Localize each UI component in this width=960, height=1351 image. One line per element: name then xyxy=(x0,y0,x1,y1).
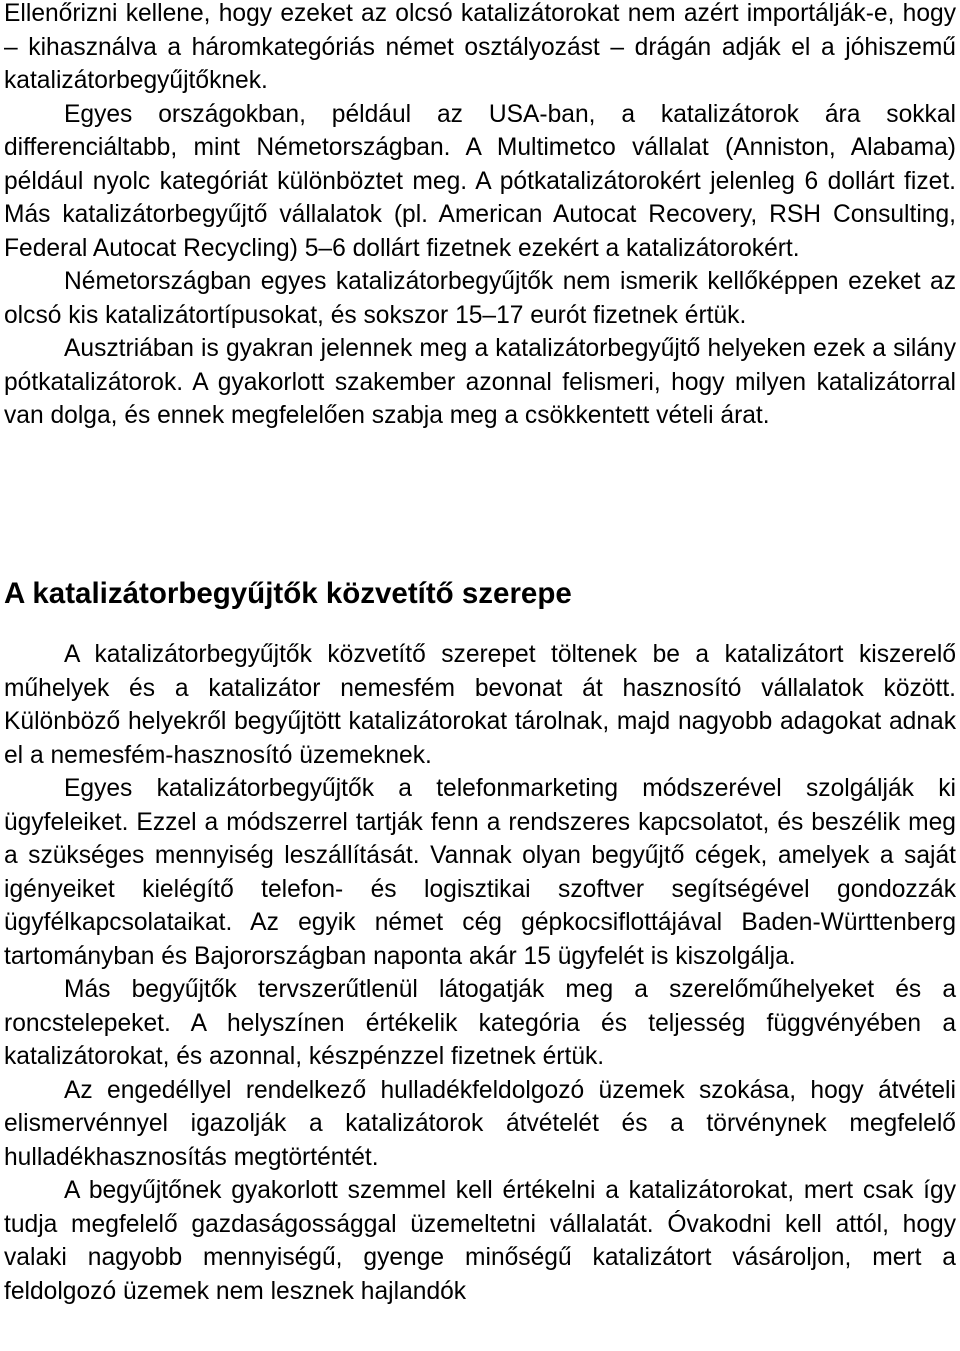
paragraph: Egyes országokban, például az USA-ban, a katalizátorok ára sokkal differenciáltabb, mint Németországban. A Multimetco vállalat (Anniston, Alabama) például nyolc kategóriát különböztet meg. A pótkatalizátorokért jelenleg 6 dollárt fizet. Más katalizátorbegyűjtő vállalatok (pl. American Autocat Recovery, RSH Consulting, Federal Autocat Recycling) 5–6 dollárt fizetnek ezekért a katalizátorokért. xyxy=(4,100,956,262)
paragraph: A begyűjtőnek gyakorlott szemmel kell értékelni a katalizátorokat, mert csak így tudja megfelelő gazdaságossággal üzemeltetni vállalatát. Óvakodni kell attól, hogy valaki nagyobb mennyiségű, gyenge minőségű katalizátort vásároljon, mert a feldolgozó üzemek nem lesznek hajlandók xyxy=(4,1177,956,1305)
paragraph: Egyes katalizátorbegyűjtők a telefonmarketing módszerével szolgálják ki ügyfeleiket. Ezzel a módszerrel tartják fenn a rendszeres kapcsolatot, és beszélik meg a szükséges mennyiség leszállítását. Vannak olyan begyűjtő cégek, amelyek a saját igényeiket kielégítő telefon- és logisztikai szoftver segítségével gondozzák ügyfélkapcsolataikat. Az egyik német cég gépkocsiflottájával Baden-Württenberg tartományban és Bajorországban naponta akár 15 ügyfelét is kiszolgálja. xyxy=(4,775,956,970)
paragraph: Más begyűjtők tervszerűtlenül látogatják meg a szerelőműhelyeket és a roncstelepeket. A helyszínen értékelik kategória és teljesség függvényében a katalizátorokat, és azonnal, készpénzzel fizetnek értük. xyxy=(4,976,956,1070)
paragraph: Németországban egyes katalizátorbegyűjtők nem ismerik kellőképpen ezeket az olcsó kis katalizátortípusokat, és sokszor 15–17 eurót fizetnek értük. xyxy=(4,268,956,329)
paragraph: A katalizátorbegyűjtők közvetítő szerepet töltenek be a katalizátort kiszerelő műhelyek és a katalizátor nemesfém bevonat át hasznosító vállalatok között. Különböző helyekről begyűjtött katalizátorokat tárolnak, majd nagyobb adagokat adnak el a nemesfém-hasznosító üzemeknek. xyxy=(4,641,956,769)
paragraph: Ausztriában is gyakran jelennek meg a katalizátorbegyűjtő helyeken ezek a silány pótkatalizátorok. A gyakorlott szakember azonnal felismeri, hogy milyen katalizátorral van dolga, és ennek megfelelően szabja meg a csökkentett vételi árat. xyxy=(4,335,956,429)
paragraph: Ellenőrizni kellene, hogy ezeket az olcsó katalizátorokat nem azért importálják-e, hogy – kihasználva a háromkategóriás német osztályozást – drágán adják el a jóhiszemű katalizátorbegyűjtőknek. xyxy=(4,0,956,94)
intro-section xyxy=(4,0,956,433)
paragraph: Az engedéllyel rendelkező hulladékfeldolgozó üzemek szokása, hogy átvételi elismervénnyel igazolják a katalizátorok átvételét és a törvénynek megfelelő hulladékhasznosítás megtörténtét. xyxy=(4,1076,956,1171)
section-heading: A katalizátorbegyűjtők közvetítő szerepe xyxy=(4,577,572,610)
section-body xyxy=(4,638,956,1308)
